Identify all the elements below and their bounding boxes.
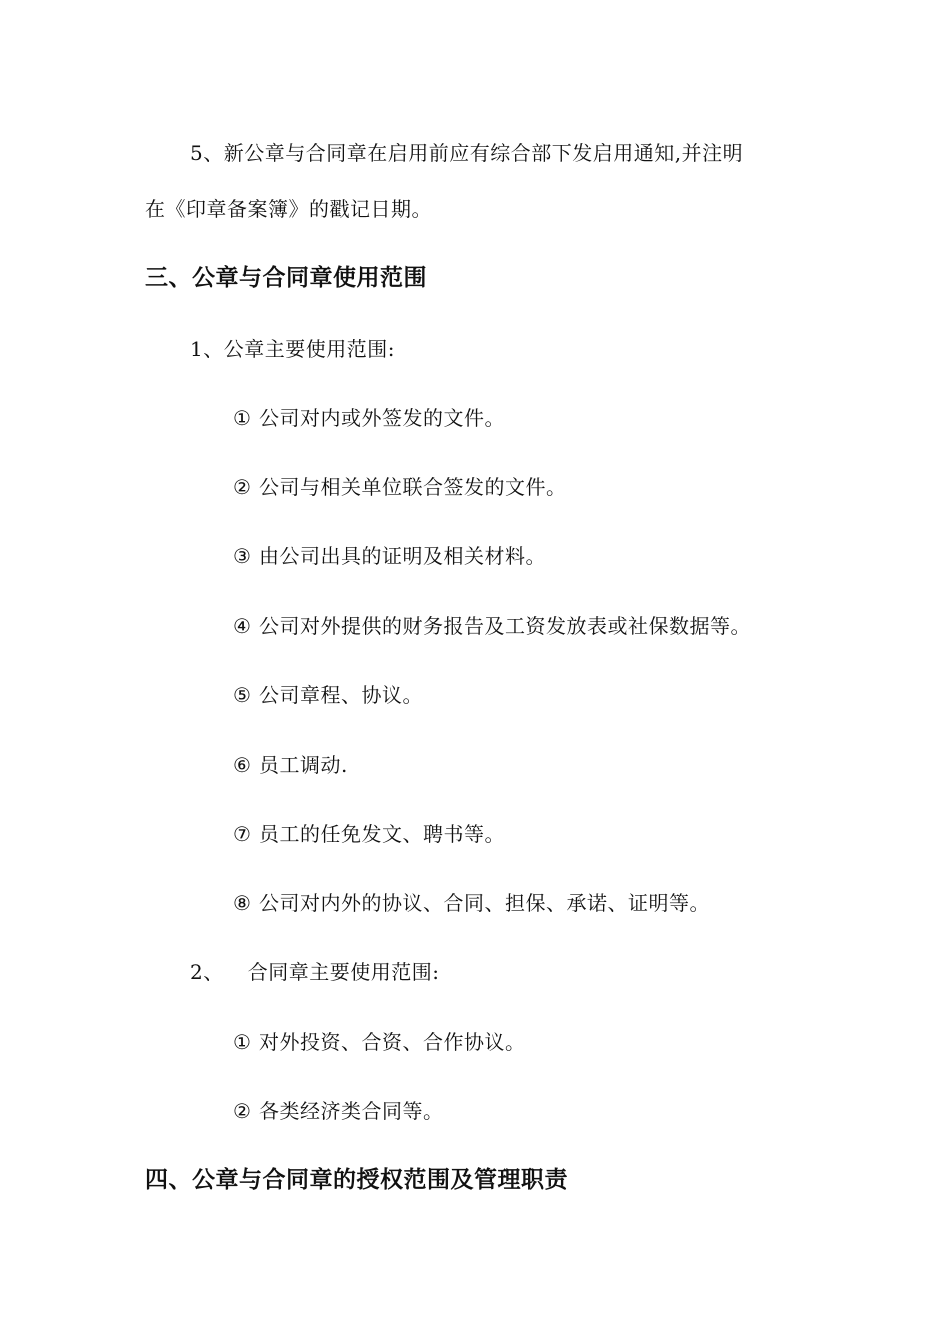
item-text: 员工的任免发文、聘书等。 <box>259 822 505 846</box>
item-marker: ② <box>233 475 252 499</box>
item-marker: ① <box>233 406 252 430</box>
list-item <box>233 473 567 501</box>
item-text: 公司对外提供的财务报告及工资发放表或社保数据等。 <box>259 614 751 638</box>
intro-line-2: 在《印章备案簿》的戳记日期。 <box>145 197 432 221</box>
item-marker: ⑧ <box>233 891 252 915</box>
item-text: 员工调动. <box>259 753 348 777</box>
section-3-sub-1-label: 1、公章主要使用范围: <box>190 337 395 361</box>
sub-2-title: 合同章主要使用范围: <box>247 960 440 984</box>
item-text: 公司与相关单位联合签发的文件。 <box>259 475 567 499</box>
list-item <box>233 1028 526 1056</box>
item-marker: ⑤ <box>233 683 252 707</box>
list-item <box>233 889 710 917</box>
list-item <box>233 681 423 709</box>
item-text: 公司对内或外签发的文件。 <box>259 406 505 430</box>
list-item <box>233 404 505 432</box>
list-item <box>233 612 751 640</box>
item-text: 对外投资、合资、合作协议。 <box>259 1030 526 1054</box>
section-4-heading: 四、公章与合同章的授权范围及管理职责 <box>145 1167 568 1193</box>
list-item <box>233 820 505 848</box>
section-3-sub-2-label <box>190 958 439 986</box>
list-item <box>233 1097 444 1125</box>
section-3-heading: 三、公章与合同章使用范围 <box>145 265 427 291</box>
item-marker: ⑥ <box>233 753 252 777</box>
item-marker: ③ <box>233 544 252 568</box>
item-text: 公司对内外的协议、合同、担保、承诺、证明等。 <box>259 891 710 915</box>
list-item <box>233 542 546 570</box>
item-marker: ② <box>233 1099 252 1123</box>
item-marker: ① <box>233 1030 252 1054</box>
item-marker: ⑦ <box>233 822 252 846</box>
item-text: 各类经济类合同等。 <box>259 1099 444 1123</box>
intro-line-1: 5、新公章与合同章在启用前应有综合部下发启用通知,并注明 <box>190 141 744 165</box>
list-item <box>233 751 348 779</box>
item-text: 由公司出具的证明及相关材料。 <box>259 544 546 568</box>
item-marker: ④ <box>233 614 252 638</box>
sub-2-number: 2、 <box>190 960 224 984</box>
item-text: 公司章程、协议。 <box>259 683 423 707</box>
